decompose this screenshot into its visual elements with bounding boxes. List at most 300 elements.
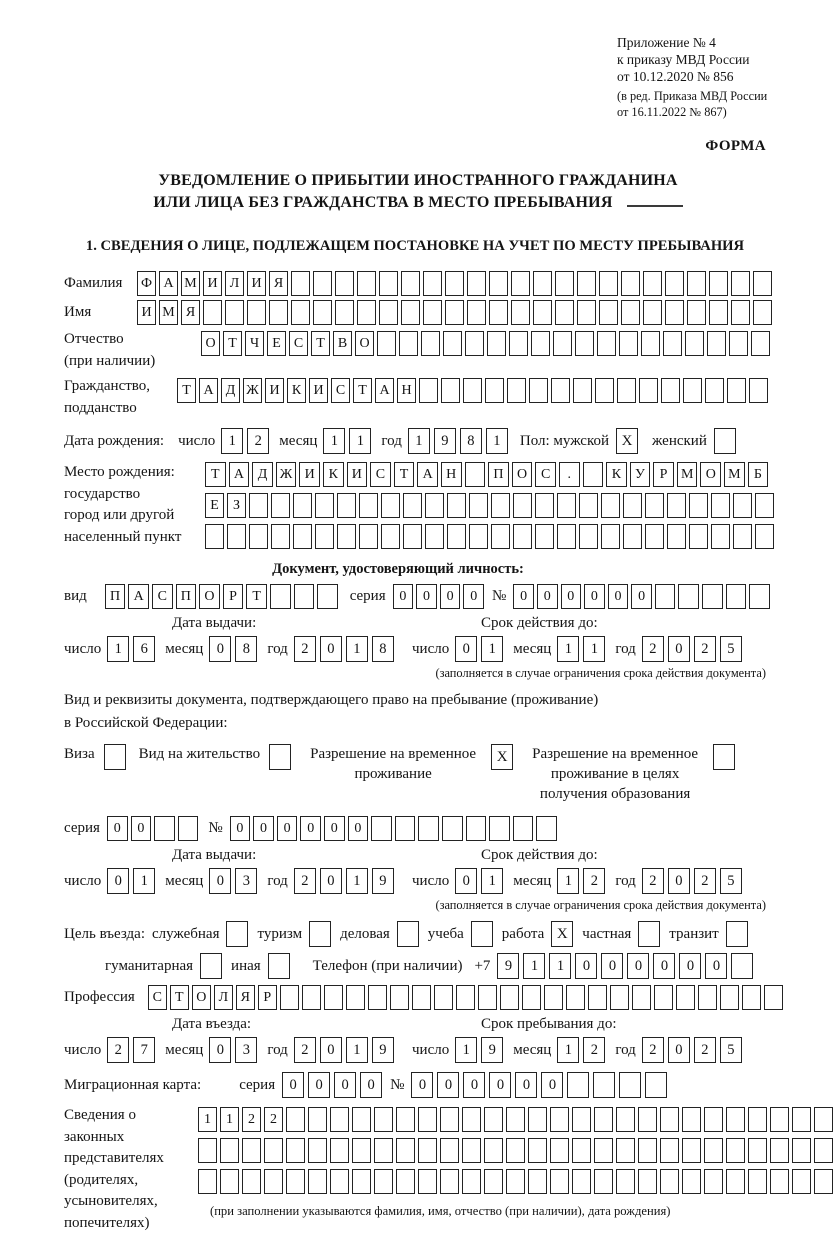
char-cell[interactable] <box>506 1169 525 1194</box>
char-cell[interactable]: Н <box>441 462 462 487</box>
char-cell[interactable]: 1 <box>198 1107 217 1132</box>
char-cell[interactable] <box>401 300 420 325</box>
char-cell[interactable]: И <box>265 378 284 403</box>
char-cell[interactable] <box>396 1169 415 1194</box>
char-cell[interactable]: 0 <box>705 953 727 979</box>
char-cell[interactable] <box>814 1107 833 1132</box>
char-cell[interactable] <box>506 1107 525 1132</box>
char-cell[interactable]: С <box>535 462 556 487</box>
char-cell[interactable] <box>315 524 334 549</box>
char-cell[interactable]: 3 <box>235 868 257 894</box>
char-cell[interactable] <box>660 1169 679 1194</box>
option-checkbox[interactable] <box>471 921 493 947</box>
char-cell[interactable]: 9 <box>372 868 394 894</box>
char-cell[interactable]: 0 <box>209 636 231 662</box>
char-cell[interactable]: 1 <box>481 636 503 662</box>
char-cell[interactable]: 0 <box>627 953 649 979</box>
char-cell[interactable]: 0 <box>360 1072 382 1098</box>
char-cell[interactable]: Е <box>205 493 224 518</box>
char-cell[interactable]: 1 <box>408 428 430 454</box>
char-cell[interactable] <box>178 816 199 841</box>
char-cell[interactable] <box>423 271 442 296</box>
char-cell[interactable] <box>544 985 563 1010</box>
char-cell[interactable] <box>227 524 246 549</box>
char-cell[interactable]: 0 <box>584 584 605 609</box>
char-cell[interactable]: 6 <box>133 636 155 662</box>
char-cell[interactable]: Т <box>353 378 372 403</box>
char-cell[interactable] <box>401 271 420 296</box>
char-cell[interactable] <box>610 985 629 1010</box>
char-cell[interactable] <box>661 378 680 403</box>
char-cell[interactable]: А <box>417 462 438 487</box>
char-cell[interactable]: 0 <box>230 816 251 841</box>
char-cell[interactable]: С <box>152 584 173 609</box>
char-cell[interactable]: И <box>299 462 320 487</box>
char-cell[interactable]: А <box>159 271 178 296</box>
char-cell[interactable]: 1 <box>557 1037 579 1063</box>
char-cell[interactable] <box>751 331 770 356</box>
char-cell[interactable] <box>313 271 332 296</box>
char-cell[interactable] <box>467 271 486 296</box>
char-cell[interactable] <box>396 1107 415 1132</box>
char-cell[interactable]: Б <box>748 462 769 487</box>
char-cell[interactable] <box>247 300 266 325</box>
char-cell[interactable]: 0 <box>608 584 629 609</box>
char-cell[interactable]: 8 <box>235 636 257 662</box>
char-cell[interactable]: 0 <box>541 1072 563 1098</box>
char-cell[interactable]: 0 <box>575 953 597 979</box>
char-cell[interactable]: 1 <box>481 868 503 894</box>
char-cell[interactable]: 0 <box>463 584 484 609</box>
char-cell[interactable] <box>205 524 224 549</box>
char-cell[interactable] <box>270 584 291 609</box>
char-cell[interactable]: 0 <box>668 636 690 662</box>
char-cell[interactable]: М <box>724 462 745 487</box>
char-cell[interactable]: Т <box>170 985 189 1010</box>
char-cell[interactable]: Я <box>269 271 288 296</box>
char-cell[interactable]: Т <box>394 462 415 487</box>
char-cell[interactable] <box>462 1138 481 1163</box>
char-cell[interactable]: О <box>199 584 220 609</box>
char-cell[interactable] <box>687 271 706 296</box>
char-cell[interactable]: Ж <box>276 462 297 487</box>
char-cell[interactable] <box>478 985 497 1010</box>
char-cell[interactable] <box>337 524 356 549</box>
char-cell[interactable] <box>440 1138 459 1163</box>
char-cell[interactable]: 9 <box>434 428 456 454</box>
char-cell[interactable]: 1 <box>323 428 345 454</box>
char-cell[interactable] <box>511 300 530 325</box>
char-cell[interactable]: 2 <box>242 1107 261 1132</box>
char-cell[interactable] <box>535 524 554 549</box>
char-cell[interactable]: А <box>229 462 250 487</box>
char-cell[interactable] <box>638 1169 657 1194</box>
char-cell[interactable] <box>579 524 598 549</box>
char-cell[interactable] <box>557 524 576 549</box>
char-cell[interactable]: 1 <box>349 428 371 454</box>
char-cell[interactable] <box>317 584 338 609</box>
char-cell[interactable]: Т <box>177 378 196 403</box>
char-cell[interactable] <box>687 300 706 325</box>
char-cell[interactable]: С <box>370 462 391 487</box>
char-cell[interactable] <box>352 1169 371 1194</box>
char-cell[interactable]: 0 <box>393 584 414 609</box>
char-cell[interactable] <box>704 1169 723 1194</box>
char-cell[interactable] <box>660 1107 679 1132</box>
char-cell[interactable] <box>742 985 761 1010</box>
char-cell[interactable] <box>337 493 356 518</box>
char-cell[interactable] <box>731 300 750 325</box>
char-cell[interactable] <box>704 1107 723 1132</box>
char-cell[interactable] <box>748 1169 767 1194</box>
char-cell[interactable]: 1 <box>107 636 129 662</box>
char-cell[interactable]: 2 <box>107 1037 129 1063</box>
char-cell[interactable]: Ф <box>137 271 156 296</box>
char-cell[interactable] <box>770 1169 789 1194</box>
char-cell[interactable]: А <box>199 378 218 403</box>
char-cell[interactable] <box>330 1169 349 1194</box>
char-cell[interactable] <box>291 271 310 296</box>
option-checkbox[interactable] <box>309 921 331 947</box>
char-cell[interactable]: 0 <box>253 816 274 841</box>
char-cell[interactable] <box>377 331 396 356</box>
char-cell[interactable] <box>594 1138 613 1163</box>
char-cell[interactable] <box>419 378 438 403</box>
option-checkbox[interactable] <box>269 744 291 770</box>
char-cell[interactable]: И <box>347 462 368 487</box>
char-cell[interactable]: Я <box>181 300 200 325</box>
char-cell[interactable]: 0 <box>631 584 652 609</box>
char-cell[interactable] <box>616 1138 635 1163</box>
char-cell[interactable] <box>484 1138 503 1163</box>
char-cell[interactable] <box>423 300 442 325</box>
char-cell[interactable] <box>623 493 642 518</box>
char-cell[interactable]: 9 <box>497 953 519 979</box>
char-cell[interactable]: Д <box>221 378 240 403</box>
char-cell[interactable] <box>242 1169 261 1194</box>
char-cell[interactable]: 0 <box>348 816 369 841</box>
char-cell[interactable] <box>220 1169 239 1194</box>
char-cell[interactable] <box>359 493 378 518</box>
char-cell[interactable] <box>445 271 464 296</box>
char-cell[interactable]: С <box>289 331 308 356</box>
char-cell[interactable] <box>294 584 315 609</box>
char-cell[interactable]: 2 <box>294 1037 316 1063</box>
char-cell[interactable] <box>374 1169 393 1194</box>
char-cell[interactable]: Р <box>223 584 244 609</box>
char-cell[interactable] <box>352 1107 371 1132</box>
char-cell[interactable] <box>286 1169 305 1194</box>
char-cell[interactable] <box>553 331 572 356</box>
char-cell[interactable]: 0 <box>282 1072 304 1098</box>
char-cell[interactable] <box>469 524 488 549</box>
char-cell[interactable]: И <box>137 300 156 325</box>
char-cell[interactable] <box>485 378 504 403</box>
char-cell[interactable] <box>639 378 658 403</box>
char-cell[interactable] <box>357 271 376 296</box>
char-cell[interactable] <box>588 985 607 1010</box>
char-cell[interactable]: 0 <box>411 1072 433 1098</box>
char-cell[interactable] <box>729 331 748 356</box>
char-cell[interactable] <box>678 584 699 609</box>
char-cell[interactable]: Т <box>223 331 242 356</box>
char-cell[interactable] <box>198 1169 217 1194</box>
char-cell[interactable] <box>709 271 728 296</box>
char-cell[interactable]: Т <box>311 331 330 356</box>
option-checkbox[interactable] <box>713 744 735 770</box>
char-cell[interactable]: 1 <box>583 636 605 662</box>
char-cell[interactable] <box>814 1138 833 1163</box>
char-cell[interactable] <box>643 300 662 325</box>
char-cell[interactable]: 7 <box>133 1037 155 1063</box>
char-cell[interactable] <box>814 1169 833 1194</box>
char-cell[interactable] <box>313 300 332 325</box>
char-cell[interactable]: А <box>128 584 149 609</box>
char-cell[interactable] <box>667 493 686 518</box>
char-cell[interactable]: 1 <box>346 868 368 894</box>
char-cell[interactable] <box>491 524 510 549</box>
char-cell[interactable]: 0 <box>107 868 129 894</box>
char-cell[interactable] <box>594 1107 613 1132</box>
char-cell[interactable] <box>551 378 570 403</box>
char-cell[interactable]: 2 <box>694 868 716 894</box>
option-checkbox[interactable]: X <box>551 921 573 947</box>
char-cell[interactable] <box>711 524 730 549</box>
char-cell[interactable] <box>572 1107 591 1132</box>
char-cell[interactable] <box>491 493 510 518</box>
char-cell[interactable] <box>641 331 660 356</box>
char-cell[interactable] <box>619 331 638 356</box>
char-cell[interactable]: 2 <box>294 868 316 894</box>
char-cell[interactable] <box>583 462 604 487</box>
char-cell[interactable] <box>412 985 431 1010</box>
option-checkbox[interactable] <box>226 921 248 947</box>
char-cell[interactable]: 0 <box>320 636 342 662</box>
char-cell[interactable]: 0 <box>455 868 477 894</box>
char-cell[interactable]: 1 <box>523 953 545 979</box>
char-cell[interactable]: 0 <box>277 816 298 841</box>
char-cell[interactable] <box>550 1169 569 1194</box>
char-cell[interactable] <box>536 816 557 841</box>
char-cell[interactable] <box>599 300 618 325</box>
char-cell[interactable] <box>465 462 486 487</box>
char-cell[interactable] <box>645 493 664 518</box>
char-cell[interactable]: Л <box>225 271 244 296</box>
char-cell[interactable] <box>682 1107 701 1132</box>
char-cell[interactable]: 2 <box>642 1037 664 1063</box>
char-cell[interactable] <box>403 493 422 518</box>
char-cell[interactable] <box>511 271 530 296</box>
char-cell[interactable] <box>357 300 376 325</box>
char-cell[interactable] <box>663 331 682 356</box>
char-cell[interactable]: К <box>606 462 627 487</box>
char-cell[interactable]: Д <box>252 462 273 487</box>
char-cell[interactable] <box>330 1107 349 1132</box>
char-cell[interactable] <box>242 1138 261 1163</box>
char-cell[interactable]: У <box>630 462 651 487</box>
char-cell[interactable] <box>249 524 268 549</box>
char-cell[interactable] <box>489 271 508 296</box>
char-cell[interactable] <box>577 300 596 325</box>
char-cell[interactable]: Л <box>214 985 233 1010</box>
char-cell[interactable] <box>654 985 673 1010</box>
char-cell[interactable] <box>528 1169 547 1194</box>
char-cell[interactable]: И <box>247 271 266 296</box>
char-cell[interactable]: . <box>559 462 580 487</box>
char-cell[interactable] <box>198 1138 217 1163</box>
char-cell[interactable] <box>770 1107 789 1132</box>
char-cell[interactable] <box>792 1138 811 1163</box>
char-cell[interactable] <box>280 985 299 1010</box>
char-cell[interactable]: К <box>323 462 344 487</box>
char-cell[interactable] <box>220 1138 239 1163</box>
char-cell[interactable]: И <box>203 271 222 296</box>
char-cell[interactable]: 0 <box>489 1072 511 1098</box>
char-cell[interactable] <box>513 493 532 518</box>
char-cell[interactable] <box>528 1107 547 1132</box>
char-cell[interactable] <box>399 331 418 356</box>
char-cell[interactable] <box>698 985 717 1010</box>
char-cell[interactable]: 0 <box>416 584 437 609</box>
char-cell[interactable] <box>441 378 460 403</box>
char-cell[interactable]: О <box>700 462 721 487</box>
char-cell[interactable]: 0 <box>653 953 675 979</box>
char-cell[interactable] <box>731 271 750 296</box>
char-cell[interactable] <box>293 524 312 549</box>
char-cell[interactable] <box>154 816 175 841</box>
char-cell[interactable]: 0 <box>320 868 342 894</box>
char-cell[interactable] <box>573 378 592 403</box>
char-cell[interactable] <box>528 1138 547 1163</box>
char-cell[interactable] <box>749 584 770 609</box>
char-cell[interactable] <box>465 331 484 356</box>
char-cell[interactable] <box>315 493 334 518</box>
char-cell[interactable] <box>434 985 453 1010</box>
char-cell[interactable]: Н <box>397 378 416 403</box>
char-cell[interactable]: М <box>159 300 178 325</box>
char-cell[interactable] <box>447 493 466 518</box>
char-cell[interactable]: 2 <box>694 1037 716 1063</box>
char-cell[interactable] <box>665 271 684 296</box>
char-cell[interactable] <box>726 1138 745 1163</box>
char-cell[interactable]: 1 <box>557 636 579 662</box>
char-cell[interactable] <box>632 985 651 1010</box>
char-cell[interactable] <box>264 1169 283 1194</box>
char-cell[interactable] <box>682 1138 701 1163</box>
char-cell[interactable] <box>421 331 440 356</box>
char-cell[interactable] <box>359 524 378 549</box>
char-cell[interactable] <box>792 1169 811 1194</box>
char-cell[interactable]: 8 <box>460 428 482 454</box>
char-cell[interactable]: 0 <box>107 816 128 841</box>
char-cell[interactable]: 0 <box>561 584 582 609</box>
char-cell[interactable] <box>484 1107 503 1132</box>
char-cell[interactable]: С <box>331 378 350 403</box>
char-cell[interactable]: 0 <box>601 953 623 979</box>
char-cell[interactable]: 0 <box>679 953 701 979</box>
char-cell[interactable] <box>593 1072 615 1098</box>
char-cell[interactable] <box>601 524 620 549</box>
char-cell[interactable]: 1 <box>133 868 155 894</box>
char-cell[interactable] <box>379 271 398 296</box>
char-cell[interactable] <box>467 300 486 325</box>
char-cell[interactable] <box>513 816 534 841</box>
char-cell[interactable] <box>368 985 387 1010</box>
char-cell[interactable] <box>286 1138 305 1163</box>
char-cell[interactable]: Ч <box>245 331 264 356</box>
char-cell[interactable] <box>748 1138 767 1163</box>
char-cell[interactable]: 1 <box>455 1037 477 1063</box>
char-cell[interactable]: Я <box>236 985 255 1010</box>
char-cell[interactable] <box>682 1169 701 1194</box>
char-cell[interactable]: О <box>355 331 374 356</box>
char-cell[interactable] <box>447 524 466 549</box>
char-cell[interactable] <box>555 300 574 325</box>
char-cell[interactable] <box>667 524 686 549</box>
char-cell[interactable] <box>374 1107 393 1132</box>
char-cell[interactable] <box>655 584 676 609</box>
char-cell[interactable] <box>711 493 730 518</box>
char-cell[interactable] <box>271 493 290 518</box>
char-cell[interactable]: 0 <box>308 1072 330 1098</box>
char-cell[interactable] <box>731 953 753 979</box>
char-cell[interactable]: 8 <box>372 636 394 662</box>
char-cell[interactable] <box>572 1169 591 1194</box>
char-cell[interactable] <box>418 1107 437 1132</box>
char-cell[interactable] <box>335 271 354 296</box>
char-cell[interactable]: 0 <box>324 816 345 841</box>
char-cell[interactable] <box>507 378 526 403</box>
char-cell[interactable] <box>676 985 695 1010</box>
char-cell[interactable] <box>577 271 596 296</box>
char-cell[interactable] <box>726 584 747 609</box>
char-cell[interactable]: П <box>105 584 126 609</box>
char-cell[interactable]: Р <box>258 985 277 1010</box>
char-cell[interactable] <box>509 331 528 356</box>
char-cell[interactable]: 3 <box>235 1037 257 1063</box>
char-cell[interactable] <box>379 300 398 325</box>
char-cell[interactable] <box>665 300 684 325</box>
char-cell[interactable]: 9 <box>372 1037 394 1063</box>
char-cell[interactable]: 1 <box>346 1037 368 1063</box>
char-cell[interactable] <box>753 300 772 325</box>
char-cell[interactable]: А <box>375 378 394 403</box>
char-cell[interactable] <box>264 1138 283 1163</box>
char-cell[interactable]: 0 <box>440 584 461 609</box>
char-cell[interactable] <box>462 1169 481 1194</box>
char-cell[interactable]: 0 <box>668 868 690 894</box>
char-cell[interactable] <box>395 816 416 841</box>
char-cell[interactable] <box>638 1138 657 1163</box>
char-cell[interactable]: 2 <box>294 636 316 662</box>
char-cell[interactable] <box>764 985 783 1010</box>
char-cell[interactable]: П <box>176 584 197 609</box>
option-checkbox[interactable] <box>200 953 222 979</box>
char-cell[interactable]: 5 <box>720 868 742 894</box>
char-cell[interactable]: 2 <box>264 1107 283 1132</box>
char-cell[interactable] <box>616 1169 635 1194</box>
char-cell[interactable] <box>555 271 574 296</box>
char-cell[interactable] <box>352 1138 371 1163</box>
char-cell[interactable] <box>529 378 548 403</box>
char-cell[interactable] <box>418 1169 437 1194</box>
char-cell[interactable]: 0 <box>131 816 152 841</box>
char-cell[interactable] <box>500 985 519 1010</box>
char-cell[interactable] <box>726 1169 745 1194</box>
char-cell[interactable] <box>442 816 463 841</box>
char-cell[interactable] <box>685 331 704 356</box>
char-cell[interactable]: М <box>677 462 698 487</box>
